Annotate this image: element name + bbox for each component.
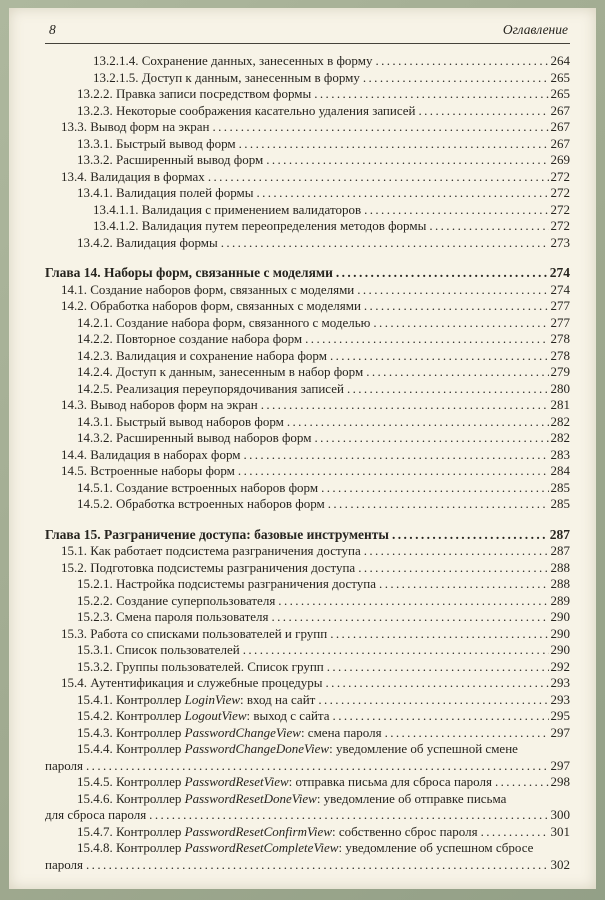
toc-entry — [45, 496, 570, 513]
entry-text: 15.2. Подготовка подсистемы разграничения доступа — [61, 559, 356, 575]
toc-entry — [45, 725, 570, 742]
toc-entry — [45, 397, 570, 414]
toc-entry — [45, 331, 570, 348]
page-number: 298 — [550, 774, 570, 789]
dot-leader — [208, 169, 549, 186]
toc-entry — [45, 169, 570, 186]
toc-entry — [45, 543, 570, 560]
dot-leader — [379, 576, 548, 593]
dot-leader — [385, 725, 549, 742]
page-number: 272 — [550, 185, 570, 200]
page-number: 265 — [550, 69, 570, 85]
entry-text-continuation: пароля — [45, 856, 84, 872]
page-number: 290 — [550, 609, 570, 624]
toc-entry — [45, 626, 570, 643]
entry-text: 14.4. Валидация в наборах форм — [61, 446, 241, 462]
entry-text: 15.1. Как работает подсистема разграничения доступа — [61, 543, 361, 558]
dot-leader — [364, 202, 548, 219]
entry-text: 14.1. Создание наборов форм, связанных с моделями — [61, 281, 355, 297]
dot-leader — [375, 53, 548, 70]
toc-entry — [45, 315, 570, 332]
page-number: 265 — [550, 86, 570, 101]
dot-leader — [239, 136, 549, 153]
toc-entry — [45, 659, 570, 676]
dot-leader — [213, 119, 549, 136]
class-name-italic: PasswordResetCompleteView — [184, 840, 339, 855]
dot-leader — [238, 463, 549, 480]
toc-entry — [45, 152, 570, 169]
toc-entry — [45, 708, 570, 725]
dot-leader — [243, 642, 549, 659]
dot-leader — [419, 103, 549, 120]
entry-text-part: 15.4.3. Контроллер — [77, 724, 185, 740]
page-number: 282 — [550, 413, 570, 429]
page-number: 272 — [550, 168, 570, 184]
entry-text: 13.4.1.1. Валидация с применением валидаторов — [93, 201, 362, 217]
entry-text: 14.5.2. Обработка встроенных наборов форм — [77, 496, 325, 511]
page-number: 267 — [550, 119, 570, 134]
entry-text-part: : вход на сайт — [240, 691, 316, 707]
dot-leader — [328, 496, 549, 513]
dot-leader — [321, 480, 548, 497]
entry-text: 15.2.1. Настройка подсистемы разграничения доступа — [77, 576, 377, 591]
dot-leader — [318, 692, 548, 709]
page-number: 293 — [550, 691, 570, 707]
page-number: 285 — [550, 479, 570, 495]
entry-text — [77, 791, 506, 808]
entry-text-part: : собственно сброс пароля — [332, 823, 478, 839]
entry-text: 14.2.5. Реализация переупорядочивания записей — [77, 380, 344, 396]
entry-text-part: 15.4.2. Контроллер — [77, 708, 185, 723]
dot-leader — [495, 774, 549, 791]
toc-entry — [45, 824, 570, 841]
entry-text-part: 15.4.5. Контроллер — [77, 774, 185, 789]
entry-text-part: 15.4.6. Контроллер — [77, 790, 185, 806]
entry-text-part: 15.4.8. Контроллер — [77, 840, 185, 855]
page-number: 292 — [550, 658, 570, 674]
class-name-italic: PasswordChangeDoneView — [184, 741, 330, 756]
dot-leader — [481, 824, 549, 841]
toc-entry — [45, 103, 570, 120]
entry-text: 14.2.4. Доступ к данным, занесенным в набор форм — [77, 364, 364, 379]
toc-chapter-entry — [45, 527, 570, 544]
dot-leader — [314, 86, 548, 103]
entry-text — [77, 774, 492, 791]
class-name-italic: PasswordResetConfirmView — [184, 823, 332, 839]
page-number: 288 — [550, 576, 570, 591]
dot-leader — [392, 527, 548, 544]
entry-text: 14.2.3. Валидация и сохранение набора форм — [77, 347, 327, 363]
page-number: 264 — [550, 53, 570, 68]
page-number: 274 — [549, 265, 570, 280]
dot-leader — [330, 348, 549, 365]
page-number: 279 — [550, 364, 570, 379]
toc-entry — [45, 348, 570, 365]
toc-entry — [45, 86, 570, 103]
page-number: 282 — [550, 430, 570, 445]
toc-entry — [45, 791, 570, 824]
class-name-italic: PasswordChangeView — [184, 724, 301, 740]
page-number: 290 — [550, 625, 570, 641]
page-number: 284 — [550, 463, 570, 478]
page-header — [45, 22, 570, 41]
toc-list — [45, 53, 570, 873]
page-number: 287 — [549, 526, 570, 542]
toc-entry — [45, 136, 570, 153]
toc-entry — [45, 414, 570, 431]
dot-leader — [330, 626, 548, 643]
entry-text: 14.2.2. Повторное создание набора форм — [77, 331, 303, 346]
page-number: 277 — [550, 298, 570, 313]
dot-leader — [261, 397, 549, 414]
toc-entry — [45, 609, 570, 626]
dot-leader — [149, 807, 548, 824]
toc-entry — [45, 560, 570, 577]
toc-page — [9, 8, 596, 889]
page-number: 274 — [550, 281, 570, 297]
class-name-italic: LoginView — [184, 691, 241, 707]
toc-entry — [45, 463, 570, 480]
toc-entry — [45, 675, 570, 692]
entry-text: 14.3.2. Расширенный вывод наборов форм — [77, 430, 312, 445]
entry-text-continuation: для сброса пароля — [45, 807, 147, 822]
page-number: 295 — [550, 708, 570, 723]
page-number: 293 — [550, 675, 570, 690]
class-name-italic: PasswordResetDoneView — [184, 790, 317, 806]
entry-text: Глава 15. Разграничение доступа: базовые инструменты — [45, 526, 389, 542]
toc-entry — [45, 381, 570, 398]
toc-entry — [45, 235, 570, 252]
toc-entry — [45, 593, 570, 610]
entry-text-part: : отправка письма для сброса пароля — [288, 774, 492, 789]
entry-text: 14.2. Обработка наборов форм, связанных с моделями — [61, 298, 361, 313]
page-number: 278 — [550, 347, 570, 363]
toc-entry — [45, 480, 570, 497]
entry-text-part: : смена пароля — [300, 724, 382, 740]
toc-entry — [45, 774, 570, 791]
entry-text: Глава 14. Наборы форм, связанные с моделями — [45, 265, 333, 280]
entry-text: 13.3. Вывод форм на экран — [61, 119, 210, 134]
page-number: 300 — [550, 807, 570, 822]
toc-entry — [45, 447, 570, 464]
entry-text-continuation: пароля — [45, 757, 84, 773]
dot-leader — [326, 675, 549, 692]
page-number: 302 — [550, 856, 570, 872]
entry-text: 15.3.1. Список пользователей — [77, 642, 240, 657]
page-number: 288 — [550, 559, 570, 575]
entry-text: 13.4.2. Валидация формы — [77, 234, 218, 250]
page-number: 272 — [550, 201, 570, 217]
entry-text-part: : выход с сайта — [246, 708, 330, 723]
entry-text: 14.3. Вывод наборов форм на экран — [61, 397, 258, 412]
toc-entry — [45, 642, 570, 659]
toc-entry — [45, 741, 570, 774]
folio-page-number: 8 — [49, 22, 56, 37]
entry-text: 13.2.2. Правка записи посредством формы — [77, 86, 312, 101]
dot-leader — [314, 430, 548, 447]
entry-text: 13.4. Валидация в формах — [61, 168, 205, 184]
entry-text: 15.3. Работа со списками пользователей и групп — [61, 625, 328, 641]
entry-text: 13.4.1.2. Валидация путем переопределения методов формы — [93, 218, 427, 233]
dot-leader — [327, 659, 549, 676]
entry-text: 15.3.2. Группы пользователей. Список групп — [77, 658, 324, 674]
page-number: 278 — [550, 331, 570, 346]
entry-text: 13.3.2. Расширенный вывод форм — [77, 152, 264, 167]
dot-leader — [243, 447, 548, 464]
entry-text: 15.2.2. Создание суперпользователя — [77, 592, 276, 608]
dot-leader — [364, 543, 549, 560]
entry-text-part: : уведомление об успешном сбросе — [338, 840, 534, 855]
dot-leader — [86, 758, 548, 775]
toc-entry — [45, 185, 570, 202]
entry-text-part: : уведомление об отправке письма — [316, 790, 507, 806]
page-number: 277 — [550, 314, 570, 330]
dot-leader — [287, 414, 549, 431]
dot-leader — [266, 152, 548, 169]
dot-leader — [278, 593, 548, 610]
page-number: 289 — [550, 592, 570, 608]
entry-text: 13.4.1. Валидация полей формы — [77, 185, 254, 200]
dot-leader — [333, 708, 549, 725]
entry-text: 15.4. Аутентификация и служебные процедуры — [61, 675, 323, 690]
page-number: 285 — [550, 496, 570, 511]
page-number: 267 — [550, 102, 570, 118]
entry-text: 14.5. Встроенные наборы форм — [61, 463, 235, 478]
running-title: Оглавление — [502, 22, 568, 37]
entry-text: 13.2.3. Некоторые соображения касательно удаления записей — [77, 102, 416, 118]
entry-text: 13.3.1. Быстрый вывод форм — [77, 135, 236, 151]
page-number: 283 — [550, 446, 570, 462]
page-number: 273 — [550, 234, 570, 250]
entry-text: 14.3.1. Быстрый вывод наборов форм — [77, 413, 284, 429]
dot-leader — [347, 381, 549, 398]
page-number: 297 — [550, 757, 570, 773]
entry-text — [77, 725, 382, 742]
dot-leader — [366, 364, 548, 381]
page-number: 290 — [550, 642, 570, 657]
entry-text: 13.2.1.4. Сохранение данных, занесенных в форму — [93, 53, 373, 68]
dot-leader — [256, 185, 548, 202]
toc-entry — [45, 364, 570, 381]
toc-entry — [45, 282, 570, 299]
entry-text — [77, 741, 518, 758]
entry-text — [77, 840, 533, 857]
entry-text-part: 15.4.4. Контроллер — [77, 741, 185, 756]
class-name-italic: PasswordResetView — [184, 774, 289, 789]
dot-leader — [305, 331, 548, 348]
entry-text-part: 15.4.7. Контроллер — [77, 823, 185, 839]
dot-leader — [272, 609, 549, 626]
toc-entry — [45, 692, 570, 709]
dot-leader — [364, 298, 549, 315]
toc-entry — [45, 430, 570, 447]
toc-entry — [45, 53, 570, 70]
page-number: 301 — [550, 823, 570, 839]
dot-leader — [429, 218, 548, 235]
toc-entry — [45, 576, 570, 593]
page-number: 281 — [550, 397, 570, 412]
dot-leader — [221, 235, 549, 252]
toc-chapter-entry — [45, 265, 570, 282]
dot-leader — [336, 265, 548, 282]
toc-entry — [45, 119, 570, 136]
dot-leader — [373, 315, 548, 332]
toc-entry — [45, 202, 570, 219]
toc-entry — [45, 840, 570, 873]
toc-entry — [45, 70, 570, 87]
dot-leader — [357, 282, 548, 299]
page-number: 280 — [550, 380, 570, 396]
entry-text-part: 15.4.1. Контроллер — [77, 691, 185, 707]
page-number: 272 — [550, 218, 570, 233]
entry-text — [77, 708, 330, 725]
page-number: 297 — [550, 724, 570, 740]
page-number: 269 — [550, 152, 570, 167]
class-name-italic: LogoutView — [184, 708, 247, 723]
toc-entry — [45, 298, 570, 315]
entry-text-part: : уведомление об успешной смене — [329, 741, 518, 756]
page-number: 287 — [550, 543, 570, 558]
entry-text: 14.2.1. Создание набора форм, связанного с моделью — [77, 314, 371, 330]
entry-text: 14.5.1. Создание встроенных наборов форм — [77, 479, 319, 495]
entry-text: 15.2.3. Смена пароля пользователя — [77, 609, 269, 624]
entry-text: 13.2.1.5. Доступ к данным, занесенным в форму — [93, 69, 360, 85]
dot-leader — [358, 560, 548, 577]
toc-entry — [45, 218, 570, 235]
header-rule — [45, 43, 570, 44]
entry-text — [77, 824, 478, 841]
dot-leader — [86, 857, 548, 874]
entry-text — [77, 692, 315, 709]
page-number: 267 — [550, 135, 570, 151]
dot-leader — [363, 70, 549, 87]
